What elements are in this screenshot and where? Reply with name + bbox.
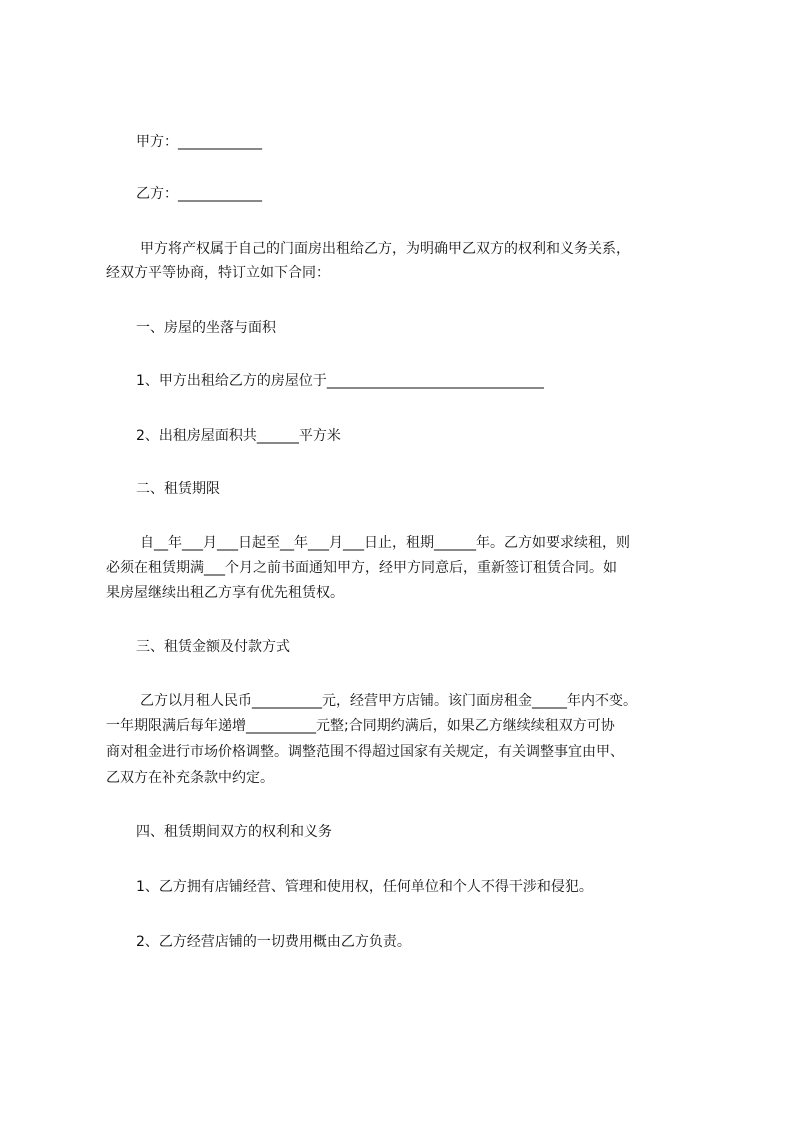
party-b-line: 乙方：____________ — [136, 186, 262, 202]
party-a-line: 甲方：____________ — [136, 134, 262, 150]
intro-paragraph-line-2: 经双方平等协商，特订立如下合同： — [106, 265, 330, 281]
section-1-item-2: 2、出租房屋面积共______平方米 — [136, 428, 341, 444]
section-2-line-1: 自__年___月___日起至__年___月___日止，租期______年。乙方如要求续租，则 — [140, 535, 630, 551]
section-2-line-3: 果房屋继续出租乙方享有优先租赁权。 — [106, 585, 344, 601]
section-4-item-2: 2、乙方经营店铺的一切费用概由乙方负责。 — [136, 934, 411, 950]
intro-paragraph-line-1: 甲方将产权属于自己的门面房出租给乙方，为明确甲乙双方的权利和义务关系， — [140, 241, 630, 257]
section-1-item-1: 1、甲方出租给乙方的房屋位于_______________________________ — [136, 373, 544, 389]
section-3-line-2: 一年期限满后每年递增__________元整;合同期约满后，如果乙方继续续租双方可协 — [106, 718, 615, 734]
section-2-heading: 二、租赁期限 — [136, 481, 220, 497]
section-3-line-4: 乙双方在补充条款中约定。 — [106, 770, 274, 786]
section-3-line-3: 商对租金进行市场价格调整。调整范围不得超过国家有关规定，有关调整事宜由甲、 — [106, 744, 624, 760]
section-1-heading: 一、房屋的坐落与面积 — [136, 320, 276, 336]
section-3-line-1: 乙方以月租人民币__________元，经营甲方店铺。该门面房租金_____年内不变。 — [140, 693, 637, 709]
section-3-heading: 三、租赁金额及付款方式 — [136, 639, 290, 655]
section-2-line-2: 必须在租赁期满___个月之前书面通知甲方，经甲方同意后，重新签订租赁合同。如 — [106, 560, 617, 576]
section-4-item-1: 1、乙方拥有店铺经营、管理和使用权，任何单位和个人不得干涉和侵犯。 — [136, 879, 593, 895]
section-4-heading: 四、租赁期间双方的权利和义务 — [136, 824, 332, 840]
